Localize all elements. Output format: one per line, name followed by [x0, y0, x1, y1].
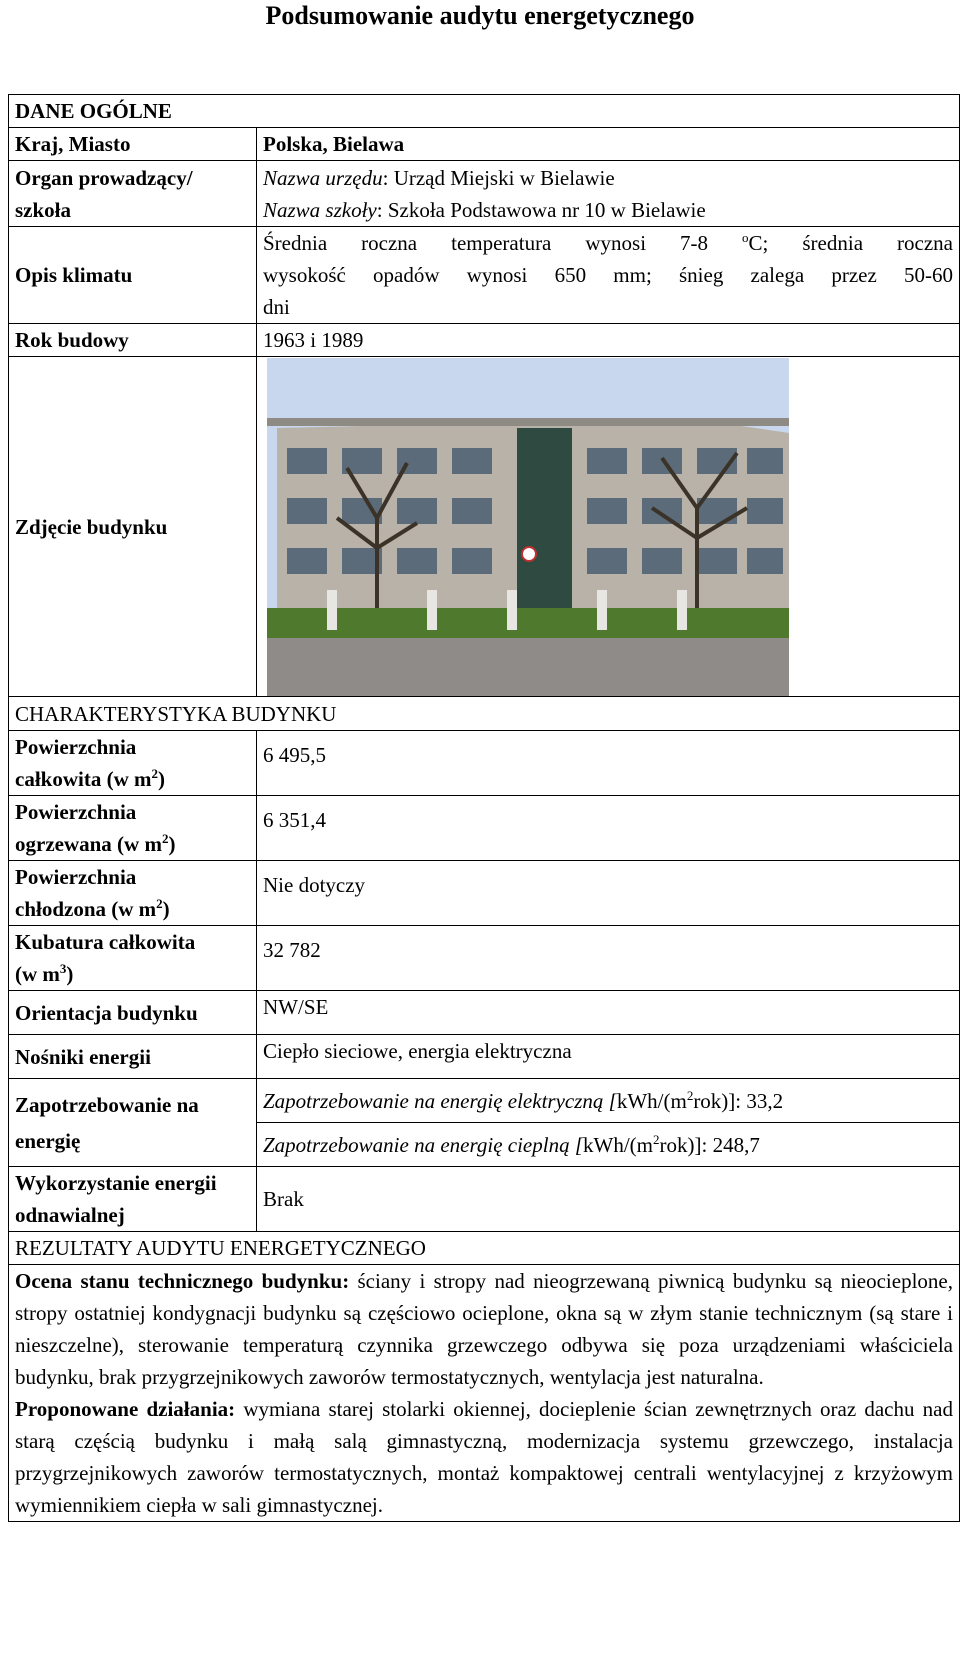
demand-heat-value: : 248,7	[701, 1132, 760, 1157]
organ-label-line2: szkoła	[15, 197, 72, 222]
proposal-text: wymiana starej stolarki okiennej, docieplenie ścian zewnętrznych oraz dachu nad starą częścią budynku i małą salą gimnastyczną, modernizacja systemu grzewczego, instalacja przygrzejnikowych zaworów termostatycznych, montaż kompaktowej centrali wentylacyjnej z krzyżowym wymiennikiem ciepła w sali gimnastycznej.	[15, 1397, 953, 1517]
section-characteristics-header: CHARAKTERYSTYKA BUDYNKU	[9, 697, 960, 731]
total-area-label	[9, 731, 257, 796]
school-key: Nazwa szkoły	[263, 197, 377, 222]
demand-electric-unit-a: kWh/(m	[616, 1088, 687, 1113]
demand-electric-unit-b: rok)]	[693, 1088, 736, 1113]
sup-2: 2	[156, 896, 163, 911]
sup-2: 2	[653, 1131, 660, 1147]
renewable-label-line2: odnawialnej	[15, 1203, 125, 1227]
assessment-label: Ocena stanu technicznego budynku:	[15, 1269, 350, 1293]
demand-heat-unit-b: rok)]	[659, 1132, 702, 1157]
climate-line-1a: Średnia roczna temperatura wynosi 7-8	[263, 231, 743, 255]
climate-value	[257, 227, 960, 324]
office-key: Nazwa urzędu	[263, 165, 383, 190]
cooled-area-label-line1: Powierzchnia	[15, 865, 137, 889]
demand-electric	[257, 1079, 960, 1123]
renewable-label	[9, 1167, 257, 1232]
demand-heat-unit-a: kWh/(m	[583, 1132, 653, 1157]
climate-label: Opis klimatu	[9, 227, 257, 324]
total-area-value: 6 495,5	[257, 731, 960, 796]
proposal-label: Proponowane działania:	[15, 1397, 236, 1421]
organ-label	[9, 161, 257, 227]
cooled-area-label	[9, 861, 257, 926]
degree-sup: o	[742, 230, 749, 245]
climate-line-2: wysokość opadów wynosi 650 mm; śnieg zalega przez 50-60	[263, 263, 953, 287]
section-results-header: REZULTATY AUDYTU ENERGETYCZNEGO	[9, 1232, 960, 1265]
demand-electric-key: Zapotrzebowanie na energię elektryczną [	[263, 1088, 617, 1113]
carriers-value: Ciepło sieciowe, energia elektryczna	[257, 1035, 960, 1079]
renewable-value: Brak	[257, 1167, 960, 1232]
results-body	[9, 1265, 960, 1522]
country-value: Polska, Bielawa	[257, 128, 960, 161]
total-area-label-line1: Powierzchnia	[15, 735, 137, 759]
year-value: 1963 i 1989	[257, 324, 960, 357]
volume-label-line2	[15, 958, 250, 990]
photo-label: Zdjęcie budynku	[9, 357, 257, 697]
close-paren: )	[157, 767, 165, 791]
heated-area-label	[9, 796, 257, 861]
close-paren: )	[162, 897, 170, 921]
demand-electric-value: : 33,2	[735, 1088, 784, 1113]
school-value: : Szkoła Podstawowa nr 10 w Bielawie	[376, 197, 706, 222]
office-name	[263, 162, 953, 194]
organ-value	[257, 161, 960, 227]
assessment-text: ściany i stropy nad nieogrzewaną piwnicą budynku są nieocieplone, stropy ostatniej kondygnacji budynku są częściowo ocieplone, okna są w złym stanie technicznym (są stare i nieszczelne), sterowanie temperaturą czynnika grzewczego odbywa się poza urządzeniami właściciela budynku, brak przygrzejnikowych zaworów termostatycznych, wentylacja jest naturalna.	[15, 1269, 953, 1389]
heated-area-label-line1: Powierzchnia	[15, 800, 137, 824]
photo-road-sign	[522, 547, 536, 561]
photo-stair-panel	[517, 428, 572, 608]
heated-area-label-text: ogrzewana (w m	[15, 832, 162, 856]
close-paren: )	[168, 832, 176, 856]
sup-2: 2	[161, 831, 169, 846]
volume-value: 32 782	[257, 926, 960, 991]
demand-heat	[257, 1123, 960, 1167]
assessment-paragraph	[15, 1265, 953, 1393]
country-label: Kraj, Miasto	[9, 128, 257, 161]
heated-area-value: 6 351,4	[257, 796, 960, 861]
building-photo	[267, 358, 789, 696]
cooled-area-label-line2	[15, 893, 250, 925]
year-label: Rok budowy	[9, 324, 257, 357]
organ-label-line1: Organ prowadzący/	[15, 165, 193, 190]
volume-label	[9, 926, 257, 991]
photo-cell	[257, 357, 960, 697]
section-general-header: DANE OGÓLNE	[9, 95, 960, 128]
close-paren: )	[66, 962, 74, 986]
demand-heat-key: Zapotrzebowanie na energię cieplną [	[263, 1132, 584, 1157]
sup-3: 3	[59, 961, 67, 976]
total-area-label-text: całkowita (w m	[15, 767, 152, 791]
orientation-label: Orientacja budynku	[9, 991, 257, 1035]
demand-label	[9, 1079, 257, 1167]
sup-2: 2	[151, 766, 158, 781]
proposal-paragraph	[15, 1393, 953, 1521]
demand-label-line1: Zapotrzebowanie na	[15, 1092, 199, 1117]
school-name	[263, 194, 953, 226]
heated-area-label-line2	[15, 828, 250, 860]
demand-label-line2: energię	[15, 1128, 81, 1153]
carriers-label: Nośniki energii	[9, 1035, 257, 1079]
climate-line-1b: C; średnia roczna	[748, 231, 953, 255]
photo-grass	[267, 608, 789, 638]
renewable-label-line1: Wykorzystanie energii	[15, 1171, 217, 1195]
volume-label-text: (w m	[15, 962, 60, 986]
photo-road	[267, 638, 789, 696]
climate-line-3: dni	[263, 295, 290, 319]
climate-line-1	[263, 227, 953, 259]
sup-2: 2	[686, 1087, 694, 1103]
volume-label-line1: Kubatura całkowita	[15, 930, 196, 954]
office-value: : Urząd Miejski w Bielawie	[382, 165, 615, 190]
total-area-label-line2	[15, 763, 250, 795]
orientation-value: NW/SE	[257, 991, 960, 1035]
audit-summary-table	[8, 94, 960, 1522]
cooled-area-label-text: chłodzona (w m	[15, 897, 157, 921]
cooled-area-value: Nie dotyczy	[257, 861, 960, 926]
page-title: Podsumowanie audytu energetycznego	[265, 1, 695, 30]
